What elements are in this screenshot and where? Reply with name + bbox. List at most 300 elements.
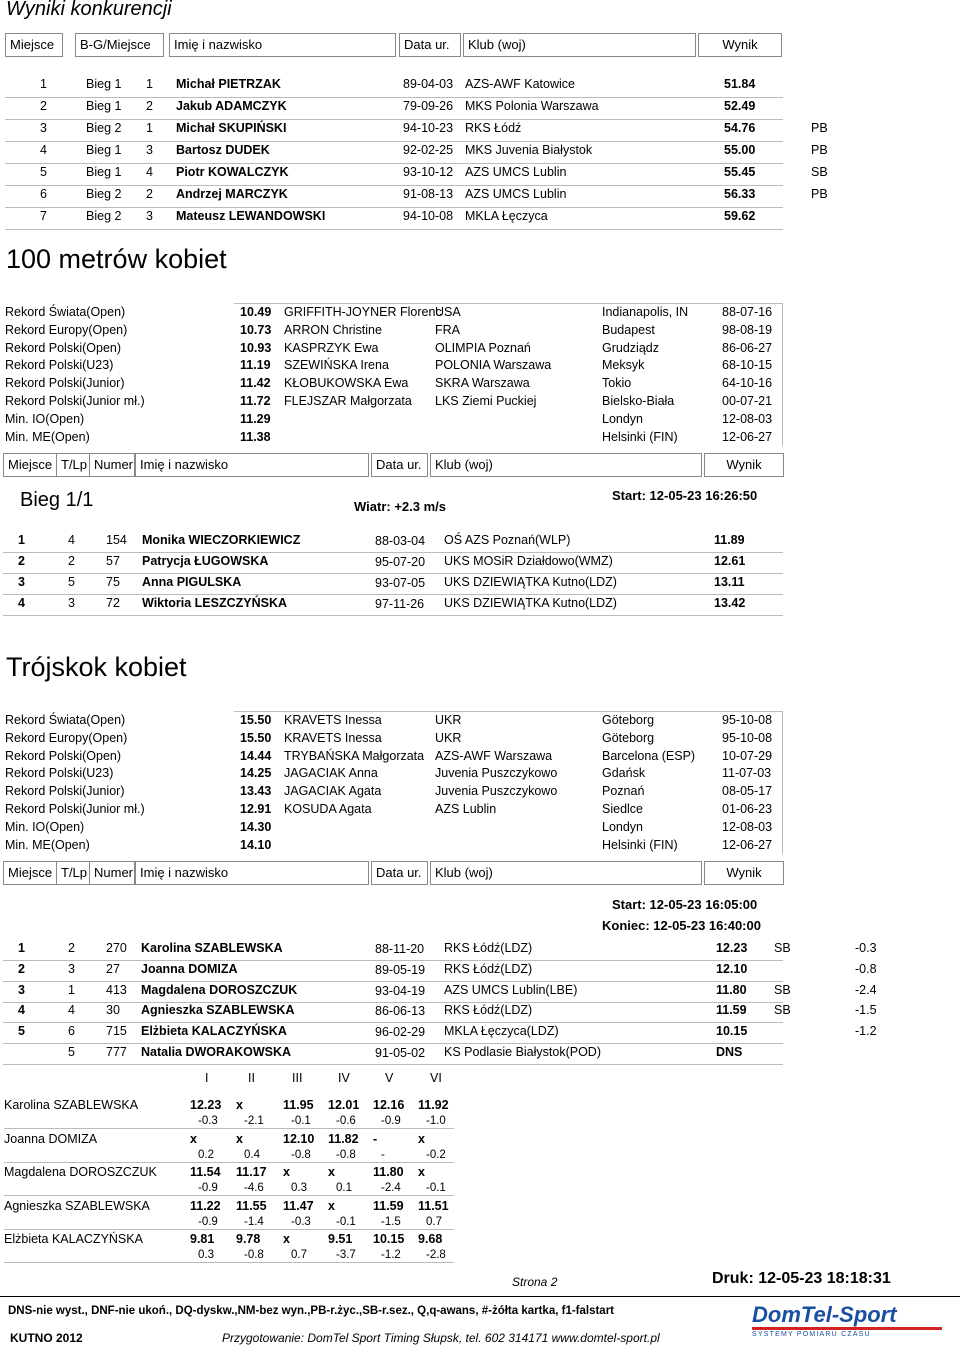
attempt-wind: -4.6 [244,1182,264,1194]
attempt-header: V [385,1071,394,1085]
header-number: Numer [89,861,135,885]
bib-number: 413 [106,982,127,997]
lane: 3 [146,143,153,157]
attempt-wind: -0.6 [336,1115,356,1127]
row-divider [3,552,783,553]
record-label: Rekord Świata(Open) [5,305,126,319]
club: RKS Łódź(LDZ) [444,1003,533,1018]
record-date: 68-10-15 [722,358,773,373]
date-of-birth: 93-04-19 [375,983,426,998]
club: KS Podlasie Białystok(POD) [444,1045,602,1059]
bib-number: 270 [106,941,127,955]
end-time: Koniec: 12-05-23 16:40:00 [602,918,761,933]
bib-number: 30 [106,1003,120,1018]
logo-text: DomTel-Sport [752,1302,897,1327]
attempt-mark: 11.22 [190,1198,221,1213]
record-date: 95-10-08 [722,713,773,727]
record-value: 10.49 [240,305,272,319]
record-club: FRA [435,322,460,337]
result: 12.10 [716,961,748,976]
date-of-birth: 94-10-23 [403,121,454,135]
attempt-wind: -1.2 [381,1249,401,1261]
record-holder: JAGACIAK Agata [284,784,382,799]
heat: Bieg 2 [86,209,122,223]
attempt-mark: 9.81 [190,1232,215,1246]
logo-bar [752,1327,942,1330]
records-border [234,303,783,446]
date-of-birth: 91-05-02 [375,1046,426,1060]
record-date: 88-07-16 [722,305,773,319]
row-divider [5,141,783,142]
record-value: 14.10 [240,837,272,852]
result: 12.23 [716,941,748,955]
record-holder: GRIFFITH-JOYNER Florenc [284,305,442,319]
attempt-athlete: Joanna DOMIZA [4,1131,98,1146]
record-holder: KASPRZYK Ewa [284,340,379,355]
club: UKS DZIEWIĄTKA Kutno(LDZ) [444,596,617,610]
club: MKLA Łęczyca [465,209,548,223]
athlete-name: Agnieszka SZABLEWSKA [141,1003,295,1018]
record-club: Juvenia Puszczykowo [435,766,558,781]
record-value: 11.19 [240,358,271,373]
attempt-wind: 0.7 [291,1249,307,1261]
event-name: KUTNO 2012 [10,1331,83,1345]
attempt-wind: 0.3 [291,1182,307,1194]
attempt-mark: x [236,1131,243,1146]
athlete-name: Michał SKUPIŃSKI [176,121,287,135]
attempt-mark: 11.92 [418,1098,449,1112]
record-city: Barcelona (ESP) [602,748,696,763]
place: 4 [40,143,47,157]
record-label: Rekord Europy(Open) [5,730,128,745]
legend-text: DNS-nie wyst., DNF-nie ukoń., DQ-dyskw.,NM-bez wyn.,PB-r.życ.,SB-r.sez., Q,q-awans, #-żółta kartka, f1-falstart [8,1305,615,1317]
attempt-wind: -0.1 [336,1215,356,1228]
note: SB [811,165,828,179]
record-value: 11.38 [240,429,271,444]
lane: 4 [68,533,75,547]
record-date: 01-06-23 [722,802,773,816]
attempt-wind: -0.3 [198,1115,218,1127]
record-city: Göteborg [602,713,655,727]
wind: -0.8 [855,961,877,976]
note: PB [811,187,828,201]
row-divider [3,573,783,574]
athlete-name: Mateusz LEWANDOWSKI [176,209,326,223]
athlete-name: Jakub ADAMCZYK [176,99,287,113]
attempt-header: III [292,1071,303,1085]
attempt-wind: -1.4 [244,1215,264,1228]
header-dob: Data ur. [371,861,428,885]
attempt-wind: -0.3 [291,1215,311,1228]
place: 3 [18,575,25,589]
header-lane: T/Lp [56,453,92,477]
row-divider [4,1195,454,1196]
club: OŚ AZS Poznań(WLP) [444,533,571,547]
attempt-mark: 11.82 [328,1131,359,1146]
club: RKS Łódź [465,121,522,135]
date-of-birth: 88-11-20 [375,942,425,956]
record-value: 14.30 [240,819,272,834]
bib-number: 715 [106,1024,127,1039]
athlete-name: Elżbieta KALACZYŃSKA [141,1024,287,1039]
record-value: 14.25 [240,766,272,781]
header-dob: Data ur. [399,33,461,57]
athlete-name: Piotr KOWALCZYK [176,165,289,179]
row-divider [3,615,783,616]
attempt-mark: x [190,1131,197,1146]
lane: 1 [146,77,153,91]
record-label: Rekord Polski(Open) [5,748,122,763]
club: AZS UMCS Lublin(LBE) [444,982,578,997]
record-date: 12-08-03 [722,411,773,426]
place: 3 [40,121,47,135]
record-holder: JAGACIAK Anna [284,766,378,781]
result: 12.61 [714,554,746,568]
attempt-wind: -0.1 [291,1115,311,1127]
place: 3 [18,982,25,997]
result: 56.33 [724,187,756,201]
club: AZS UMCS Lublin [465,165,567,179]
header-club: Klub (woj) [430,861,702,885]
header-club: Klub (woj) [463,33,696,57]
row-divider [5,97,783,98]
row-divider [3,1002,783,1003]
prepared-by: Przygotowanie: DomTel Sport Timing Słupsk, tel. 602 314171 www.domtel-sport.pl [222,1331,660,1345]
record-city: Siedlce [602,802,643,816]
attempt-wind: -0.8 [244,1249,264,1261]
row-divider [4,1262,454,1263]
attempt-mark: 11.54 [190,1165,221,1179]
header-lane: T/Lp [56,861,92,885]
result: 13.42 [714,596,746,610]
records-border [234,711,783,854]
result: DNS [716,1045,743,1059]
heat: Bieg 2 [86,121,122,135]
result: 11.80 [716,982,747,997]
record-label: Rekord Polski(U23) [5,766,114,781]
result: 11.59 [716,1003,747,1018]
record-date: 12-08-03 [722,819,773,834]
attempt-athlete: Karolina SZABLEWSKA [4,1098,139,1112]
record-city: Gdańsk [602,766,646,781]
attempt-wind: -0.9 [381,1115,401,1127]
row-divider [5,119,783,120]
record-club: SKRA Warszawa [435,376,530,391]
place: 2 [40,99,47,113]
date-of-birth: 93-10-12 [403,165,454,179]
attempt-mark: x [236,1098,243,1112]
place: 5 [40,165,47,179]
lane: 3 [146,209,153,223]
attempt-athlete: Magdalena DOROSZCZUK [4,1165,157,1179]
record-city: Helsinki (FIN) [602,837,678,852]
record-label: Rekord Polski(Open) [5,340,122,355]
record-club: AZS-AWF Warszawa [435,748,553,763]
record-date: 12-06-27 [722,837,773,852]
athlete-name: Magdalena DOROSZCZUK [141,982,298,997]
lane: 5 [68,1045,75,1059]
attempt-mark: x [328,1165,335,1179]
header-miejsce: Miejsce [3,453,59,477]
attempt-mark: 9.68 [418,1232,443,1246]
attempt-wind: -0.2 [426,1148,446,1161]
attempt-mark: 11.95 [283,1098,314,1112]
attempt-mark: x [418,1165,425,1179]
record-value: 14.44 [240,748,272,763]
attempt-mark: x [283,1165,290,1179]
result: 11.89 [714,533,745,547]
header-result: Wynik [698,33,782,57]
record-city: Londyn [602,819,644,834]
club: AZS-AWF Katowice [465,77,575,91]
athlete-name: Joanna DOMIZA [141,961,238,976]
place: 1 [18,533,25,547]
attempt-mark: 12.23 [190,1098,222,1112]
header-name: Imię i nazwisko [135,453,369,477]
club: RKS Łódź(LDZ) [444,941,533,955]
print-time: Druk: 12-05-23 18:18:31 [712,1270,891,1287]
record-date: 11-07-03 [722,766,772,781]
attempt-mark: 11.47 [283,1198,314,1213]
heat-label: Bieg 1/1 [20,489,94,511]
row-divider [3,1064,783,1065]
record-label: Rekord Polski(U23) [5,358,114,373]
note: SB [774,1003,791,1018]
record-date: 64-10-16 [722,376,773,391]
date-of-birth: 96-02-29 [375,1025,426,1040]
attempt-mark: x [283,1232,290,1246]
place: 1 [40,77,47,91]
record-label: Rekord Polski(Junior) [5,376,125,391]
place: 5 [18,1024,25,1039]
heat: Bieg 1 [86,99,122,113]
record-city: Tokio [602,376,632,391]
row-divider [5,207,783,208]
attempt-wind: -0.8 [291,1148,311,1161]
record-label: Min. ME(Open) [5,837,90,852]
header-bg-miejsce: B-G/Miejsce [75,33,164,57]
date-of-birth: 89-05-19 [375,962,426,977]
record-city: Poznań [602,784,645,799]
attempt-mark: 11.80 [373,1165,404,1179]
record-club: LKS Ziemi Puckiej [435,394,537,408]
place: 2 [18,961,25,976]
place: 2 [18,554,25,568]
wind: -0.3 [855,941,877,955]
record-date: 12-06-27 [722,429,773,444]
attempt-wind: -2.4 [381,1182,401,1194]
result: 54.76 [724,121,756,135]
date-of-birth: 79-09-26 [403,99,454,113]
attempt-mark: 12.10 [283,1131,315,1146]
lane: 2 [68,554,75,568]
header-club: Klub (woj) [430,453,702,477]
record-holder: SZEWIŃSKA Irena [284,358,389,373]
record-value: 11.72 [240,394,271,408]
record-value: 10.93 [240,340,272,355]
record-holder: ARRON Christine [284,322,382,337]
attempt-wind: -0.8 [336,1148,356,1161]
record-value: 12.91 [240,802,272,816]
row-divider [4,1229,454,1230]
row-divider [3,594,783,595]
attempt-mark: 10.15 [373,1232,405,1246]
record-city: Meksyk [602,358,645,373]
header-name: Imię i nazwisko [135,861,369,885]
record-city: Budapest [602,322,655,337]
attempt-mark: 9.51 [328,1232,353,1246]
result: 51.84 [724,77,756,91]
attempt-athlete: Elżbieta KALACZYŃSKA [4,1232,143,1246]
record-city: Indianapolis, IN [602,305,689,319]
heat: Bieg 1 [86,165,122,179]
date-of-birth: 91-08-13 [403,187,454,201]
attempt-wind: 0.2 [198,1148,214,1161]
athlete-name: Bartosz DUDEK [176,143,270,157]
bib-number: 72 [106,596,120,610]
attempt-mark: 12.16 [373,1098,405,1112]
result: 59.62 [724,209,756,223]
place: 7 [40,209,47,223]
lane: 4 [146,165,153,179]
record-club: Juvenia Puszczykowo [435,784,558,799]
page-number: Strona 2 [512,1275,558,1289]
record-club: UKR [435,713,462,727]
start-time: Start: 12-05-23 16:26:50 [612,488,758,503]
row-divider [5,185,783,186]
athlete-name: Patrycja ŁUGOWSKA [142,554,269,568]
bib-number: 57 [106,554,120,568]
record-date: 08-05-17 [722,784,773,799]
attempt-wind: 0.3 [198,1249,214,1261]
lane: 6 [68,1024,75,1039]
result: 10.15 [716,1024,748,1039]
header-dob: Data ur. [371,453,428,477]
date-of-birth: 94-10-08 [403,209,454,223]
club: UKS DZIEWIĄTKA Kutno(LDZ) [444,575,617,589]
record-holder: KOSUDA Agata [284,802,372,816]
page-title: Wyniki konkurencji [6,0,172,20]
result: 52.49 [724,99,756,113]
result: 55.00 [724,143,756,157]
bib-number: 27 [106,961,120,976]
record-label: Rekord Polski(Junior) [5,784,125,799]
date-of-birth: 88-03-04 [375,534,426,548]
row-divider [4,1128,454,1129]
footer-divider [0,1296,960,1297]
bib-number: 777 [106,1045,127,1059]
heat: Bieg 1 [86,143,122,157]
note: SB [774,941,791,955]
lane: 1 [68,982,75,997]
record-value: 15.50 [240,730,272,745]
wind-label: Wiatr: +2.3 m/s [354,499,447,514]
club: UKS MOSiR Działdowo(WMZ) [444,554,613,568]
date-of-birth: 93-07-05 [375,576,426,590]
note: PB [811,121,828,135]
attempt-header: VI [430,1071,442,1085]
club: AZS UMCS Lublin [465,187,567,201]
heat: Bieg 2 [86,187,122,201]
record-label: Min. IO(Open) [5,819,85,834]
attempt-wind: 0.1 [336,1182,352,1194]
club: MKS Polonia Warszawa [465,99,599,113]
attempt-wind: -1.5 [381,1215,401,1228]
header-number: Numer [89,453,135,477]
attempt-wind: -1.0 [426,1115,446,1127]
attempt-mark: 11.59 [373,1198,404,1213]
note: SB [774,982,791,997]
header-result: Wynik [704,861,784,885]
place: 4 [18,1003,25,1018]
attempt-header: IV [338,1071,350,1085]
athlete-name: Natalia DWORAKOWSKA [141,1045,292,1059]
record-holder: TRYBAŃSKA Małgorzata [284,748,425,763]
row-divider [5,163,783,164]
date-of-birth: 95-07-20 [375,555,426,569]
record-label: Rekord Polski(Junior mł.) [5,394,145,408]
attempt-wind: -2.1 [244,1115,264,1127]
bib-number: 75 [106,575,120,589]
record-label: Rekord Europy(Open) [5,322,128,337]
attempt-wind: 0.7 [426,1215,442,1228]
result: 13.11 [714,575,745,589]
record-date: 98-08-19 [722,322,773,337]
record-holder: KŁOBUKOWSKA Ewa [284,376,409,391]
record-label: Min. ME(Open) [5,429,90,444]
wind: -1.2 [855,1024,877,1039]
row-divider [3,960,783,961]
lane: 4 [68,1003,75,1018]
attempt-mark: 12.01 [328,1098,360,1112]
athlete-name: Wiktoria LESZCZYŃSKA [142,596,288,610]
attempt-mark: x [328,1198,335,1213]
wind: -2.4 [855,982,877,997]
lane: 2 [146,99,153,113]
record-city: Göteborg [602,730,655,745]
record-club: USA [435,305,461,319]
record-value: 10.73 [240,322,272,337]
place: 6 [40,187,47,201]
attempt-mark: - [373,1131,378,1146]
attempt-wind: - [381,1148,385,1161]
record-club: UKR [435,730,462,745]
record-city: Bielsko-Biała [602,394,675,408]
attempt-athlete: Agnieszka SZABLEWSKA [4,1198,150,1213]
attempt-wind: -3.7 [336,1249,356,1261]
attempt-wind: -0.9 [198,1215,218,1228]
lane: 2 [68,941,75,955]
record-holder: KRAVETS Inessa [284,730,382,745]
record-value: 11.42 [240,376,271,391]
note: PB [811,143,828,157]
header-name: Imię i nazwisko [169,33,396,57]
attempt-wind: 0.4 [244,1148,260,1161]
attempt-mark: 11.17 [236,1165,267,1179]
result: 55.45 [724,165,756,179]
athlete-name: Karolina SZABLEWSKA [141,941,283,955]
header-result: Wynik [704,453,784,477]
record-date: 10-07-29 [722,748,773,763]
record-date: 95-10-08 [722,730,773,745]
athlete-name: Anna PIGULSKA [142,575,242,589]
record-club: POLONIA Warszawa [435,358,552,373]
record-label: Min. IO(Open) [5,411,85,426]
record-club: OLIMPIA Poznań [435,340,531,355]
club: MKLA Łęczyca(LDZ) [444,1024,559,1039]
athlete-name: Monika WIECZORKIEWICZ [142,533,301,547]
record-holder: KRAVETS Inessa [284,713,382,727]
